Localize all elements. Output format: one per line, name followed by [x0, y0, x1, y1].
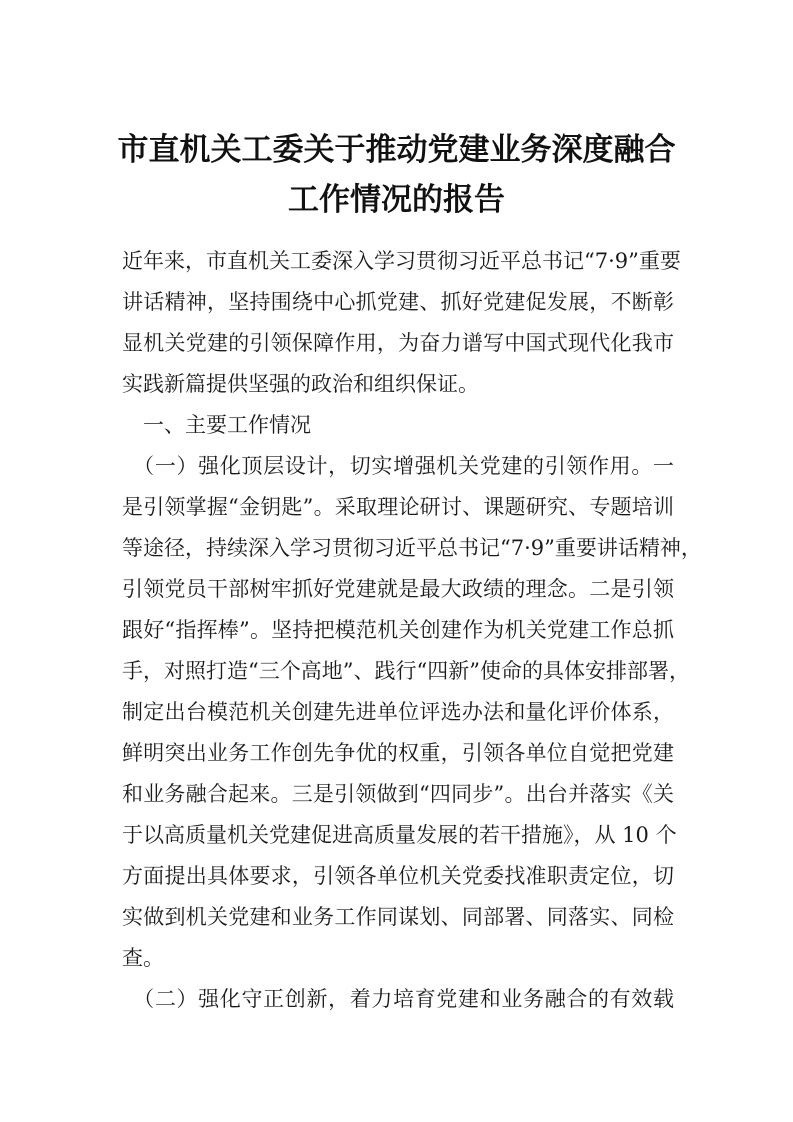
- body-line: 讲话精神，坚持围绕中心抓党建、抓好党建促发展，不断彰: [122, 290, 674, 314]
- document-title-line-1: 市直机关工委关于推动党建业务深度融合: [117, 132, 676, 168]
- subsection-heading-line: （二）强化守正创新，着力培育党建和业务融合的有效载: [122, 987, 674, 1011]
- body-line: 显机关党建的引领保障作用，为奋力谱写中国式现代化我市: [122, 331, 674, 355]
- body-line: 和业务融合起来。三是引领做到“四同步”。出台并落实《关: [122, 782, 674, 806]
- body-line: 于以高质量机关党建促进高质量发展的若干措施》，从 10 个: [122, 823, 677, 847]
- body-line: 制定出台模范机关创建先进单位评选办法和量化评价体系，: [122, 700, 674, 724]
- body-line: 引领党员干部树牢抓好党建就是最大政绩的理念。二是引领: [122, 577, 674, 601]
- subsection-heading-line: （一）强化顶层设计，切实增强机关党建的引领作用。一: [122, 454, 674, 478]
- section-heading: 一、主要工作情况: [122, 413, 311, 437]
- body-line: 方面提出具体要求，引领各单位机关党委找准职责定位，切: [122, 864, 674, 888]
- body-line: 等途径，持续深入学习贯彻习近平总书记“7·9”重要讲话精神，: [122, 536, 702, 560]
- body-line: 手，对照打造“三个高地”、践行“四新”使命的具体安排部署，: [122, 659, 690, 683]
- body-line: 是引领掌握“金钥匙”。采取理论研讨、课题研究、专题培训: [122, 495, 674, 519]
- body-line: 鲜明突出业务工作创先争优的权重，引领各单位自觉把党建: [122, 741, 674, 765]
- body-line: 跟好“指挥棒”。坚持把模范机关创建作为机关党建工作总抓: [122, 618, 674, 642]
- body-line: 近年来，市直机关工委深入学习贯彻习近平总书记“7·9”重要: [122, 249, 681, 273]
- body-line: 实做到机关党建和业务工作同谋划、同部署、同落实、同检: [122, 905, 674, 929]
- body-line: 查。: [122, 946, 164, 970]
- document-title-line-2: 工作情况的报告: [288, 182, 505, 218]
- body-line: 实践新篇提供坚强的政治和组织保证。: [122, 372, 479, 396]
